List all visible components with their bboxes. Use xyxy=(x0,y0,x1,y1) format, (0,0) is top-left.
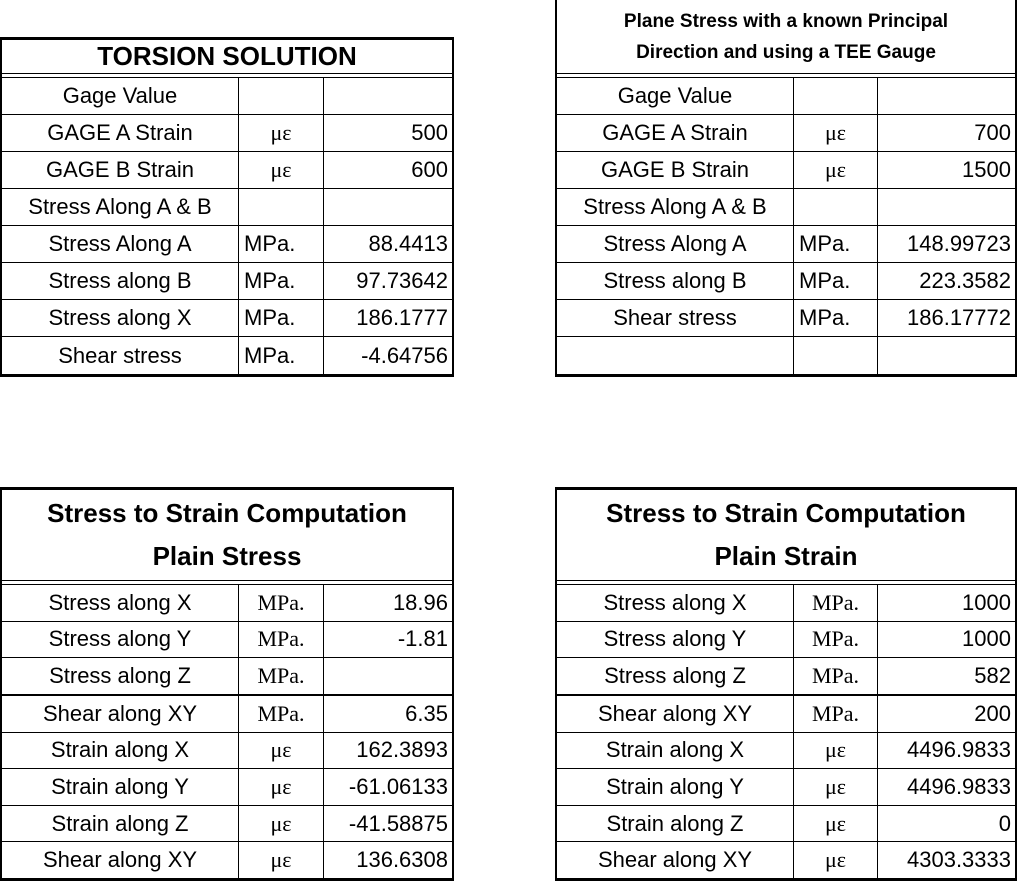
cell-label[interactable]: Stress along X xyxy=(2,585,239,621)
table-row xyxy=(557,189,1015,226)
table-row xyxy=(2,263,452,300)
cell-unit[interactable]: με xyxy=(794,152,878,188)
table-row xyxy=(557,733,1015,770)
cell-value[interactable]: 18.96 xyxy=(392,589,448,615)
cell-value[interactable]: 6.35 xyxy=(405,700,448,726)
plain-strain-title-cell[interactable] xyxy=(557,490,1015,580)
cell-unit[interactable]: με xyxy=(794,842,878,878)
plain-strain-rows xyxy=(557,585,1015,878)
cell-unit[interactable]: με xyxy=(794,806,878,842)
cell-value[interactable]: 4496.9833 xyxy=(907,737,1011,763)
cell-label[interactable]: Stress along B xyxy=(557,263,794,299)
cell-value[interactable] xyxy=(878,78,1015,114)
plain-strain-title-line2: Plain Strain xyxy=(714,541,858,571)
cell-unit[interactable]: με xyxy=(239,806,324,842)
cell-label[interactable]: Stress Along A xyxy=(2,226,239,262)
cell-value[interactable]: 0 xyxy=(998,810,1011,836)
table-row xyxy=(557,842,1015,878)
table-row xyxy=(2,696,452,733)
cell-label[interactable]: Stress along Z xyxy=(2,658,239,694)
cell-value[interactable]: 148.99723 xyxy=(907,231,1011,256)
cell-unit[interactable]: με xyxy=(794,769,878,805)
cell-unit[interactable]: MPa. xyxy=(794,226,878,262)
cell-label[interactable]: Strain along X xyxy=(557,733,794,769)
cell-label[interactable]: GAGE A Strain xyxy=(2,115,239,151)
table-row xyxy=(2,226,452,263)
cell-value[interactable]: 582 xyxy=(974,663,1011,689)
cell-value[interactable]: 200 xyxy=(974,700,1011,726)
cell-label[interactable]: Stress along Y xyxy=(557,622,794,658)
cell-label[interactable]: Stress Along A xyxy=(557,226,794,262)
cell-unit[interactable]: MPa. xyxy=(239,696,324,732)
cell-label[interactable]: Shear along XY xyxy=(557,842,794,878)
cell-label[interactable]: Stress along X xyxy=(557,585,794,621)
table-row xyxy=(557,658,1015,696)
cell-value[interactable]: 88.4413 xyxy=(368,231,448,256)
plane-stress-title-line1: Plane Stress with a known Principal xyxy=(623,10,949,32)
table-row xyxy=(557,300,1015,337)
table-row xyxy=(557,806,1015,843)
table-row xyxy=(557,226,1015,263)
cell-label[interactable]: Gage Value xyxy=(2,78,239,114)
cell-value[interactable]: 1000 xyxy=(962,626,1011,652)
cell-unit[interactable]: MPa. xyxy=(239,585,324,621)
cell-label[interactable]: Shear along XY xyxy=(557,696,794,732)
cell-value[interactable]: 500 xyxy=(411,120,448,145)
cell-value[interactable]: -1.81 xyxy=(397,626,448,652)
cell-label[interactable]: Shear stress xyxy=(2,337,239,374)
cell-label[interactable]: Shear along XY xyxy=(2,696,239,732)
cell-label[interactable]: Strain along Y xyxy=(2,769,239,805)
cell-value[interactable]: 700 xyxy=(974,120,1011,145)
table-row xyxy=(557,152,1015,189)
cell-value[interactable]: 4496.9833 xyxy=(907,773,1011,799)
plain-strain-computation-table xyxy=(555,487,1017,881)
table-row xyxy=(557,263,1015,300)
table-row xyxy=(2,189,452,226)
cell-label[interactable]: Strain along X xyxy=(2,733,239,769)
torsion-rows xyxy=(2,78,452,374)
cell-label[interactable]: Stress along X xyxy=(2,300,239,336)
torsion-title-text: TORSION SOLUTION xyxy=(97,41,357,72)
table-row xyxy=(2,115,452,152)
cell-label[interactable]: Gage Value xyxy=(557,78,794,114)
cell-unit[interactable]: με xyxy=(794,733,878,769)
cell-value[interactable] xyxy=(878,189,1015,225)
table-row xyxy=(2,622,452,659)
cell-label[interactable]: Strain along Y xyxy=(557,769,794,805)
cell-value[interactable]: -41.58875 xyxy=(348,810,448,836)
cell-label[interactable]: Stress along Y xyxy=(2,622,239,658)
plane-stress-title-cell[interactable] xyxy=(557,0,1015,73)
plane-stress-tee-gauge-table xyxy=(555,0,1017,377)
cell-unit[interactable]: MPa. xyxy=(239,337,324,374)
cell-unit[interactable]: MPa. xyxy=(239,622,324,658)
cell-label[interactable]: Stress Along A & B xyxy=(557,189,794,225)
table-row xyxy=(2,337,452,374)
cell-value[interactable]: -4.64756 xyxy=(361,342,448,368)
table-row xyxy=(557,769,1015,806)
cell-label[interactable]: GAGE A Strain xyxy=(557,115,794,151)
table-row xyxy=(557,337,1015,374)
cell-value[interactable]: 186.17772 xyxy=(907,305,1011,330)
cell-unit[interactable]: MPa. xyxy=(794,696,878,732)
table-row xyxy=(2,806,452,843)
plain-stress-title-cell[interactable] xyxy=(2,490,452,580)
table-row xyxy=(557,622,1015,659)
cell-unit[interactable]: MPa. xyxy=(239,300,324,336)
cell-unit[interactable] xyxy=(794,78,878,114)
cell-unit[interactable]: MPa. xyxy=(794,585,878,621)
cell-label[interactable] xyxy=(557,337,794,374)
table-row xyxy=(2,842,452,878)
table-row xyxy=(557,78,1015,115)
cell-value[interactable] xyxy=(324,658,452,694)
cell-label[interactable]: GAGE B Strain xyxy=(557,152,794,188)
cell-unit[interactable] xyxy=(239,189,324,225)
table-row xyxy=(2,585,452,622)
cell-label[interactable]: Strain along Z xyxy=(2,806,239,842)
cell-unit[interactable] xyxy=(794,337,878,374)
table-row xyxy=(557,696,1015,733)
table-row xyxy=(2,78,452,115)
cell-value[interactable] xyxy=(878,337,1015,374)
table-row xyxy=(2,300,452,337)
cell-unit[interactable]: MPa. xyxy=(794,658,878,694)
cell-unit[interactable]: MPa. xyxy=(239,658,324,694)
cell-unit[interactable]: MPa. xyxy=(794,622,878,658)
cell-unit[interactable]: με xyxy=(239,152,324,188)
table-row xyxy=(2,152,452,189)
plain-stress-title-line1: Stress to Strain Computation xyxy=(47,498,407,528)
table-row xyxy=(2,733,452,770)
cell-unit[interactable]: MPa. xyxy=(794,300,878,336)
cell-unit[interactable] xyxy=(794,189,878,225)
cell-value[interactable]: 162.3893 xyxy=(356,737,448,763)
cell-value[interactable]: 4303.3333 xyxy=(907,847,1011,873)
cell-value[interactable]: 600 xyxy=(411,157,448,182)
cell-value[interactable]: 223.3582 xyxy=(919,268,1011,293)
cell-unit[interactable]: με xyxy=(794,115,878,151)
cell-label[interactable]: Shear stress xyxy=(557,300,794,336)
plane-stress-title-line2: Direction and using a TEE Gauge xyxy=(636,41,936,63)
cell-label[interactable]: Stress along B xyxy=(2,263,239,299)
cell-label[interactable]: Shear along XY xyxy=(2,842,239,878)
cell-unit[interactable]: με xyxy=(239,733,324,769)
cell-unit[interactable]: MPa. xyxy=(239,263,324,299)
plain-stress-title-line2: Plain Stress xyxy=(152,541,302,571)
cell-value[interactable]: 1000 xyxy=(962,589,1011,615)
table-row xyxy=(557,115,1015,152)
cell-label[interactable]: Stress along Z xyxy=(557,658,794,694)
cell-value[interactable]: 1500 xyxy=(962,157,1011,182)
cell-label[interactable]: Stress Along A & B xyxy=(2,189,239,225)
plain-stress-rows xyxy=(2,585,452,878)
cell-label[interactable]: Strain along Z xyxy=(557,806,794,842)
cell-unit[interactable]: MPa. xyxy=(239,226,324,262)
cell-value[interactable]: 97.73642 xyxy=(356,268,448,293)
plane-stress-rows xyxy=(557,78,1015,374)
cell-label[interactable]: GAGE B Strain xyxy=(2,152,239,188)
plain-stress-computation-table xyxy=(0,487,454,881)
cell-value[interactable]: 186.1777 xyxy=(356,305,448,330)
torsion-title-cell[interactable] xyxy=(2,40,452,73)
cell-value[interactable] xyxy=(324,78,452,114)
cell-unit[interactable]: με xyxy=(239,842,324,878)
cell-value[interactable] xyxy=(324,189,452,225)
torsion-solution-table xyxy=(0,37,454,377)
table-row xyxy=(2,658,452,696)
cell-unit[interactable]: με xyxy=(239,115,324,151)
cell-unit[interactable] xyxy=(239,78,324,114)
cell-value[interactable]: 136.6308 xyxy=(356,847,448,873)
cell-unit[interactable]: με xyxy=(239,769,324,805)
cell-value[interactable]: -61.06133 xyxy=(348,773,448,799)
table-row xyxy=(557,585,1015,622)
plain-strain-title-line1: Stress to Strain Computation xyxy=(606,498,966,528)
table-row xyxy=(2,769,452,806)
cell-unit[interactable]: MPa. xyxy=(794,263,878,299)
